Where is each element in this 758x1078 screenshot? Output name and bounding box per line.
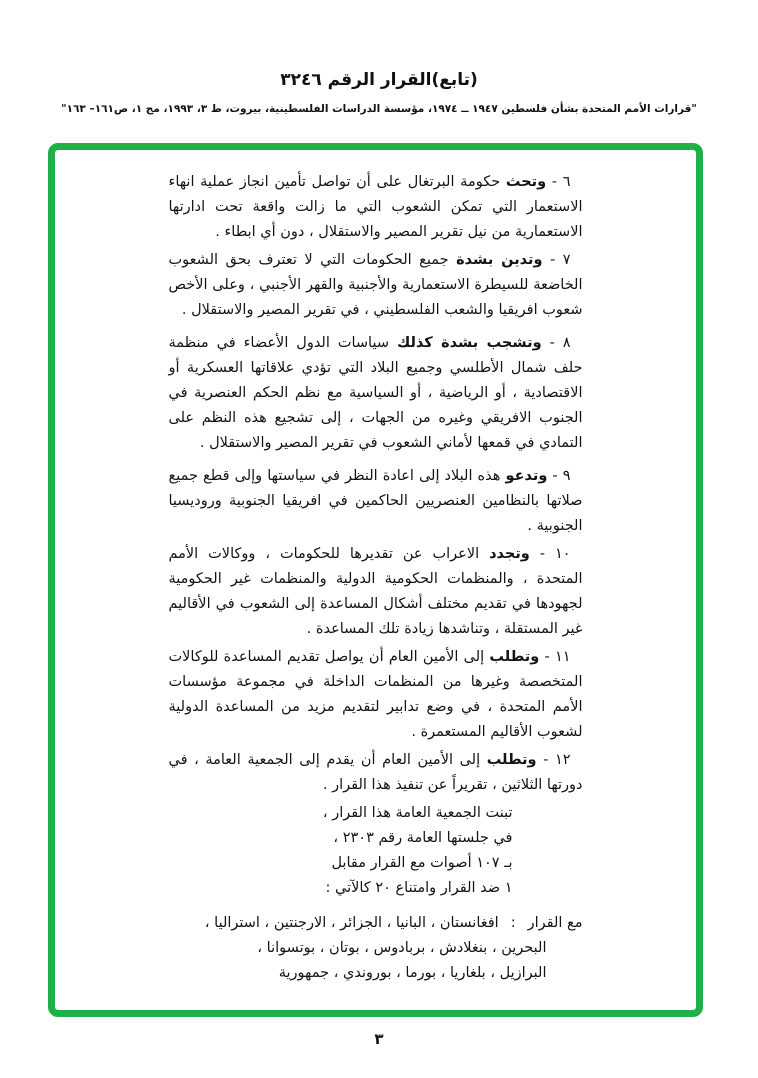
paragraph-text: جميع الحكومات التي لا تعترف بحق الشعوب الخاضعة للسيطرة الاستعمارية والأجنبية والقهر الأجنبي ، وعلى الأخص شعوب افريقيا والشعب الفلسطيني ، في تقرير المصير والاستقلال .	[168, 252, 583, 318]
paragraph-text: حكومة البرتغال على أن تواصل تأمين انجاز عملية انهاء الاستعمار التي تمكن الشعوب التي ما زالت واقعة تحت ادارتها الاستعمارية من نيل تقرير المصير والاستقلال ، دون أي ابطاء .	[168, 174, 583, 240]
vote-with-first-line	[169, 911, 583, 936]
paragraph-dash: -	[539, 546, 545, 562]
adoption-line: بـ ١٠٧ أصوات مع القرار مقابل	[331, 855, 513, 871]
vote-with-countries: افغانستان ، البانيا ، الجزائر ، الارجنتين ، استراليا ،	[204, 915, 499, 931]
resolution-paragraph-9	[169, 464, 583, 539]
paragraph-text: هذه البلاد إلى اعادة النظر في سياستها وإلى قطع جميع صلاتها بالنظامين العنصريين الحاكمين في افريقيا الجنوبية وروديسيا الجنوبية .	[168, 468, 583, 534]
adoption-line: تبنت الجمعية العامة هذا القرار ،	[322, 805, 513, 821]
paragraph-dash: -	[551, 174, 558, 190]
paragraph-number: ٧	[562, 252, 571, 268]
paragraph-number: ٩	[562, 468, 571, 484]
paragraph-number: ١٢	[554, 752, 571, 768]
page-number: ٣	[374, 1030, 384, 1048]
paragraph-lead-word: وتدين بشدة	[456, 252, 543, 268]
paragraph-lead-word: وتطلب	[486, 752, 537, 768]
document-title: (تابع)القرار الرقم ٣٢٤٦	[280, 70, 478, 90]
paragraph-text: إلى الأمين العام أن يقدم إلى الجمعية العامة ، في دورتها الثلاثين ، تقريراً عن تنفيذ هذا القرار .	[168, 752, 583, 793]
resolution-paragraph-7	[169, 248, 583, 323]
paragraph-number: ١١	[554, 649, 571, 665]
paragraph-lead-word: وتحث	[505, 174, 547, 190]
paragraph-number: ١٠	[554, 546, 571, 562]
paragraph-lead-word: وتطلب	[489, 649, 540, 665]
paragraph-lead-word: وتدعو	[505, 468, 548, 484]
document-source-citation: "قرارات الأمم المتحدة بشأن فلسطين ١٩٤٧ ــ ١٩٧٤، مؤسسة الدراسات الفلسطينية، بيروت، ط ٣، ١٩٩٣، مج ١، ص١٦١– ١٦٣"	[61, 103, 697, 115]
paragraph-dash: -	[550, 252, 556, 268]
paragraph-dash: -	[543, 752, 549, 768]
paragraph-dash: -	[552, 468, 558, 484]
resolution-paragraph-12	[169, 748, 583, 798]
paragraph-dash: -	[549, 335, 555, 351]
paragraph-text: الاعراب عن تقديرها للحكومات ، ووكالات الأمم المتحدة ، والمنظمات الحكومية الدولية والمنظمات غير الحكومية لجهودها في تقديم مختلف أشكال المساعدة إلى الشعوب في الأقاليم غير المستقلة ، وتناشدها زيادة تلك المساعدة .	[168, 546, 583, 637]
paragraph-lead-word: وتشجب بشدة كذلك	[396, 335, 542, 351]
resolution-paragraph-11	[169, 645, 583, 745]
paragraph-number: ٨	[562, 335, 571, 351]
resolution-paragraph-6	[169, 170, 583, 245]
vote-with-colon: :	[510, 915, 516, 931]
adoption-line: في جلستها العامة رقم ٢٣٠٣ ،	[333, 830, 513, 846]
paragraph-text: إلى الأمين العام أن يواصل تقديم المساعدة للوكالات المتخصصة وغيرها من المنظمات الداخلة في مجموعة مؤسسات الأمم المتحدة ، في وضع تدابير لتقديم مزيد من المساعدة الدولية لشعوب الأقاليم المستعمرة .	[168, 649, 583, 740]
vote-with-resolution-list	[169, 911, 583, 986]
vote-with-label: مع القرار	[527, 915, 583, 931]
resolution-paragraph-8	[169, 331, 583, 456]
paragraph-dash: -	[544, 649, 550, 665]
paragraph-lead-word: وتجدد	[489, 546, 530, 562]
vote-with-countries: البرازيل ، بلغاريا ، بورما ، بوروندي ، جمهورية	[278, 965, 547, 981]
paragraph-text: سياسات الدول الأعضاء في منظمة حلف شمال الأطلسي وجميع البلاد التي تؤدي علاقاتها العسكرية أو الاقتصادية ، أو الرياضية ، أو السياسية مع نظم الحكم العنصرية في الجنوب الافريقي وغيره من الجهات ، إلى تشجيع هذه النظم على التمادي في قمعها لأماني الشعوب في تقرير المصير والاستقلال .	[168, 335, 583, 451]
vote-with-countries: البحرين ، بنغلادش ، بربادوس ، بوتان ، بوتسوانا ،	[257, 940, 547, 956]
resolution-paragraph-10	[169, 542, 583, 642]
resolution-text-block	[169, 170, 583, 986]
adoption-line: ١ ضد القرار وامتناع ٢٠ كالآتي :	[325, 880, 513, 896]
paragraph-number: ٦	[562, 174, 571, 190]
adoption-statement	[169, 801, 583, 901]
green-border-frame	[48, 143, 703, 1017]
